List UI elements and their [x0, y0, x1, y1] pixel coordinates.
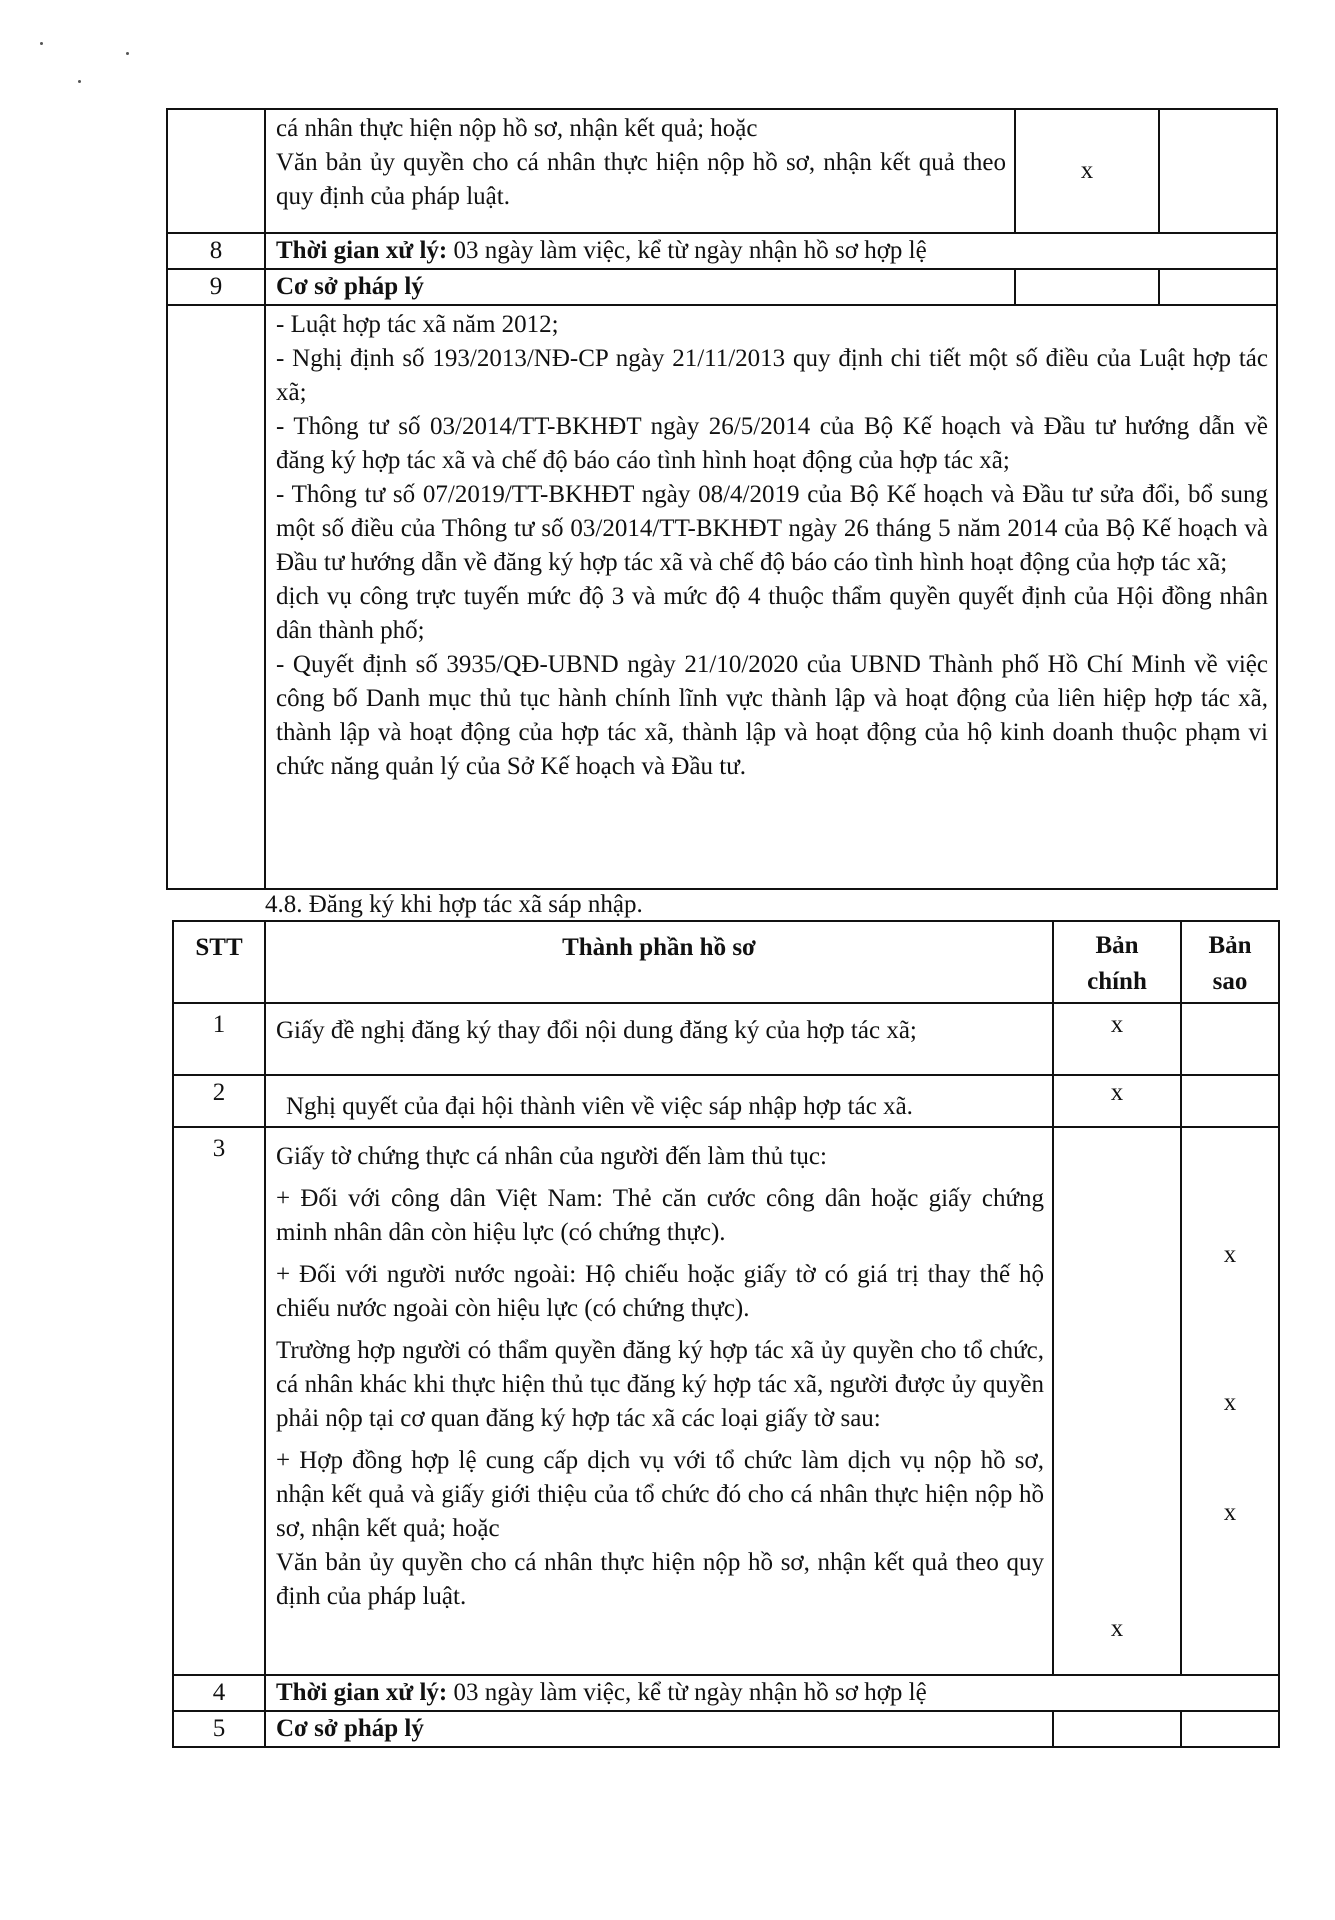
doc-paragraph: + Đối với công dân Việt Nam: Thẻ căn cước công dân hoặc giấy chứng minh nhân dân còn hiệu lực (có chứng thực).: [276, 1185, 1044, 1246]
ban-chinh-mark: x: [1053, 1075, 1181, 1127]
legal-item: - Thông tư số 03/2014/TT-BKHĐT ngày 26/5/2014 của Bộ Kế hoạch và Đầu tư hướng dẫn về đăng ký hợp tác xã và chế độ báo cáo tình hình hoạt động của hợp tác xã;: [276, 413, 1268, 474]
stt-cell: 4: [173, 1675, 265, 1711]
table-dossier: [172, 920, 1280, 1748]
ban-sao-column: [1181, 1127, 1279, 1675]
header-ban-chinh: Bản chính: [1053, 921, 1181, 1003]
legal-item: - Quyết định số 3935/QĐ-UBND ngày 21/10/2020 của UBND Thành phố Hồ Chí Minh về việc công bố Danh mục thủ tục hành chính lĩnh vực thành lập và hoạt động của liên hiệp hợp tác xã, thành lập và hoạt động của hợp tác xã, thành lập và hoạt động của hộ kinh doanh thuộc phạm vi chức năng quản lý của Sở Kế hoạch và Đầu tư.: [276, 651, 1268, 780]
stt-cell: 2: [173, 1075, 265, 1127]
table-row: [173, 1075, 1279, 1127]
table-row: [167, 233, 1277, 269]
empty-cell: [1053, 1711, 1181, 1747]
table-row: [173, 1675, 1279, 1711]
table-row: [167, 305, 1277, 889]
processing-time-text: 03 ngày làm việc, kể từ ngày nhận hồ sơ hợp lệ: [447, 1679, 927, 1706]
processing-time-text: 03 ngày làm việc, kể từ ngày nhận hồ sơ hợp lệ: [447, 237, 927, 264]
x-mark: x: [1223, 1241, 1237, 1268]
processing-time-cell: [265, 233, 1277, 269]
legal-basis-list: [265, 305, 1277, 889]
stt-cell: 8: [167, 233, 265, 269]
x-mark: x: [1223, 1499, 1237, 1526]
header-row: [173, 921, 1279, 1003]
document-item: Giấy đề nghị đăng ký thay đổi nội dung đăng ký của hợp tác xã;: [265, 1003, 1053, 1075]
stt-cell: 5: [173, 1711, 265, 1747]
stt-cell: 1: [173, 1003, 265, 1075]
legal-item: - Thông tư số 07/2019/TT-BKHĐT ngày 08/4/2019 của Bộ Kế hoạch và Đầu tư sửa đổi, bổ sung một số điều của Thông tư số 03/2014/TT-BKHĐT ngày 26 tháng 5 năm 2014 của Bộ Kế hoạch và Đầu tư hướng dẫn về đăng ký hợp tác xã và chế độ báo cáo tình hình hoạt động của hợp tác xã;: [276, 481, 1268, 576]
stt-cell: [167, 109, 265, 233]
doc-paragraph: Trường hợp người có thẩm quyền đăng ký hợp tác xã ủy quyền cho tổ chức, cá nhân khác khi thực hiện thủ tục đăng ký hợp tác xã, người được ủy quyền phải nộp tại cơ quan đăng ký hợp tác xã các loại giấy tờ sau:: [276, 1337, 1044, 1432]
header-ban-sao: Bản sao: [1181, 921, 1279, 1003]
table-row: [173, 1003, 1279, 1075]
document-item: Nghị quyết của đại hội thành viên về việc sáp nhập hợp tác xã.: [265, 1075, 1053, 1127]
empty-cell: [1159, 269, 1277, 305]
scan-speck: [40, 42, 43, 45]
table-row: [167, 269, 1277, 305]
ban-chinh-mark: [1015, 109, 1159, 233]
table-continued: [166, 108, 1278, 890]
empty-cell: [1181, 1711, 1279, 1747]
legal-item: - Nghị định số 193/2013/NĐ-CP ngày 21/11/2013 quy định chi tiết một số điều của Luật hợp tác xã;: [276, 345, 1268, 406]
x-mark: x: [1110, 1615, 1124, 1642]
table-row: [173, 1711, 1279, 1747]
header-thanh-phan: Thành phần hồ sơ: [265, 921, 1053, 1003]
doc-paragraph: Giấy tờ chứng thực cá nhân của người đến làm thủ tục:: [276, 1143, 827, 1170]
stt-cell: 9: [167, 269, 265, 305]
stt-cell: 3: [173, 1127, 265, 1675]
ban-sao-cell: [1181, 1003, 1279, 1075]
section-title: 4.8. Đăng ký khi hợp tác xã sáp nhập.: [265, 891, 643, 918]
header-stt: STT: [173, 921, 265, 1003]
x-mark: x: [1223, 1389, 1237, 1416]
table-row: [173, 1127, 1279, 1675]
doc-paragraph: Văn bản ủy quyền cho cá nhân thực hiện nộp hồ sơ, nhận kết quả theo quy định của pháp luật.: [276, 1549, 1044, 1610]
doc-paragraph: + Hợp đồng hợp lệ cung cấp dịch vụ với tổ chức làm dịch vụ nộp hồ sơ, nhận kết quả và giấy giới thiệu của tổ chức đó cho cá nhân thực hiện nộp hồ sơ, nhận kết quả; hoặc: [276, 1447, 1044, 1542]
stt-cell: [167, 305, 265, 889]
scan-speck: [78, 80, 81, 83]
processing-time-label: Thời gian xử lý:: [276, 237, 448, 264]
doc-paragraph: + Đối với người nước ngoài: Hộ chiếu hoặc giấy tờ có giá trị thay thế hộ chiếu nước ngoài còn hiệu lực (có chứng thực).: [276, 1261, 1044, 1322]
scan-speck: [126, 52, 129, 55]
legal-basis-label: Cơ sở pháp lý: [265, 269, 1015, 305]
processing-time-label: Thời gian xử lý:: [276, 1679, 448, 1706]
legal-item: - Luật hợp tác xã năm 2012;: [276, 311, 559, 338]
x-mark: x: [1080, 157, 1094, 184]
ban-chinh-column: [1053, 1127, 1181, 1675]
table-row: [167, 109, 1277, 233]
ban-chinh-mark: x: [1053, 1003, 1181, 1075]
legal-item: dịch vụ công trực tuyến mức độ 3 và mức độ 4 thuộc thẩm quyền quyết định của Hội đồng nhân dân thành phố;: [276, 583, 1268, 644]
ban-sao-cell: [1181, 1075, 1279, 1127]
processing-time-cell: [265, 1675, 1279, 1711]
text-line: Văn bản ủy quyền cho cá nhân thực hiện nộp hồ sơ, nhận kết quả theo quy định của pháp luật.: [276, 149, 1006, 210]
legal-basis-label: Cơ sở pháp lý: [265, 1711, 1053, 1747]
ban-sao-cell: [1159, 109, 1277, 233]
empty-cell: [1015, 269, 1159, 305]
content-cell: [265, 109, 1015, 233]
text-line: cá nhân thực hiện nộp hồ sơ, nhận kết quả; hoặc: [276, 115, 758, 142]
document-item: [265, 1127, 1053, 1675]
